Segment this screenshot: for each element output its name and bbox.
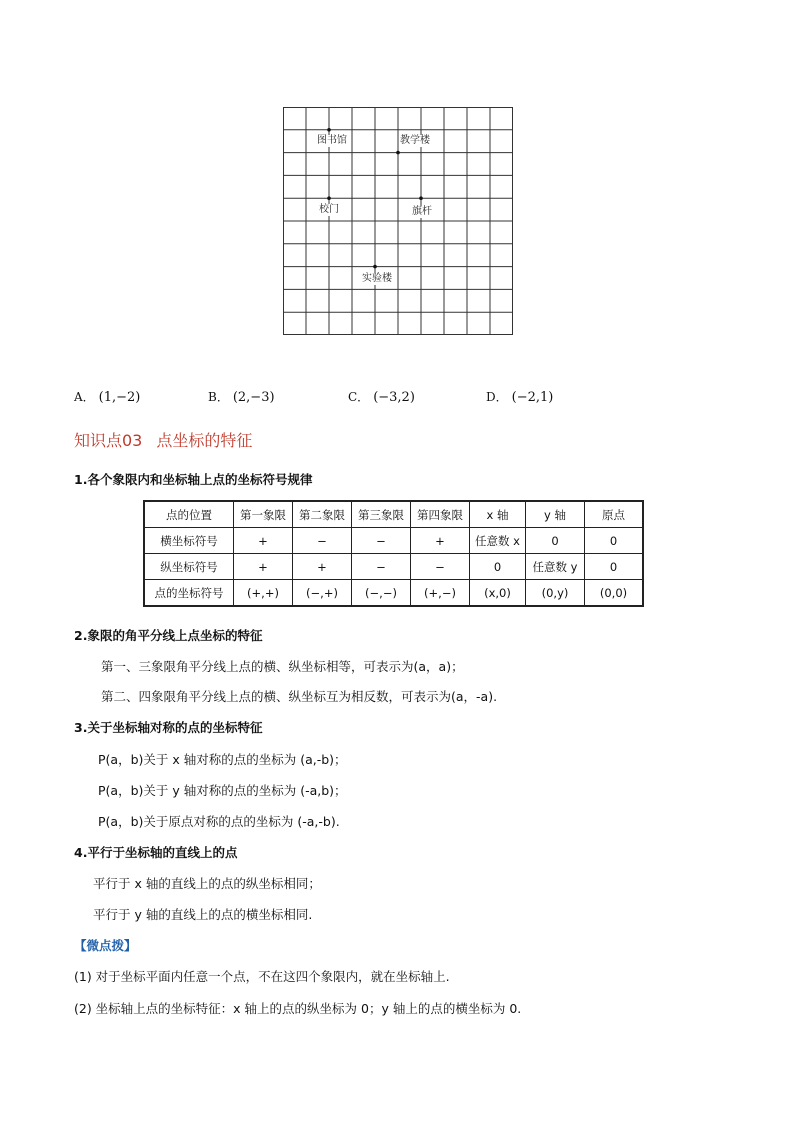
heading-1: 1.各个象限内和坐标轴上点的坐标符号规律 — [74, 472, 313, 487]
option-c — [348, 388, 415, 405]
table-cell: − — [293, 528, 352, 554]
option-value: (−2,1) — [511, 390, 554, 405]
option-value: (−3,2) — [373, 390, 415, 405]
map-label-flagpole: 旗杆 — [412, 206, 432, 217]
table-row — [144, 580, 643, 607]
table-cell: 任意数 y — [526, 554, 585, 580]
paragraph-3a: P(a，b)关于 x 轴对称的点的坐标为 (a,-b)； — [98, 752, 347, 767]
section-heading: 点坐标的特征 — [156, 431, 253, 450]
table-cell: (−,−) — [352, 580, 411, 607]
map-label-school-gate: 校门 — [319, 204, 339, 215]
campus-grid-map — [283, 107, 513, 335]
heading-4: 4.平行于坐标轴的直线上的点 — [74, 845, 238, 860]
table-header-cell: 第四象限 — [411, 501, 470, 528]
option-letter: B． — [208, 390, 229, 404]
table-cell: (x,0) — [470, 580, 526, 607]
table-header-cell: 第二象限 — [293, 501, 352, 528]
table-header-cell: x 轴 — [470, 501, 526, 528]
map-label-library: 图书馆 — [317, 135, 347, 146]
teaching-building-dot — [396, 151, 400, 155]
option-letter: D． — [486, 390, 508, 404]
library-dot — [327, 128, 331, 132]
table-cell: (+,+) — [234, 580, 293, 607]
table-cell: + — [293, 554, 352, 580]
tip-item-2: (2) 坐标轴上点的坐标特征：x 轴上的点的纵坐标为 0；y 轴上的点的横坐标为 0. — [74, 1001, 522, 1016]
paragraph-3b: P(a，b)关于 y 轴对称的点的坐标为 (-a,b)； — [98, 783, 347, 798]
answer-options — [74, 388, 714, 410]
tip-title: 【微点拨】 — [74, 938, 137, 953]
option-letter: C． — [348, 390, 370, 404]
table-cell: 0 — [470, 554, 526, 580]
option-a — [74, 388, 140, 405]
table-cell: 0 — [526, 528, 585, 554]
lab-building-dot — [373, 265, 377, 269]
map-label-lab-building: 实验楼 — [362, 273, 392, 284]
table-cell: + — [411, 528, 470, 554]
map-label-teaching-building: 教学楼 — [400, 135, 430, 146]
table-cell: 0 — [585, 554, 644, 580]
table-cell: (0,y) — [526, 580, 585, 607]
table-cell: 任意数 x — [470, 528, 526, 554]
table-cell: 纵坐标符号 — [144, 554, 234, 580]
heading-2: 2.象限的角平分线上点坐标的特征 — [74, 628, 263, 643]
paragraph-4b: 平行于 y 轴的直线上的点的横坐标相同. — [93, 907, 313, 922]
heading-3: 3.关于坐标轴对称的点的坐标特征 — [74, 720, 263, 735]
table-cell: − — [352, 554, 411, 580]
school-gate-dot — [327, 196, 331, 200]
table-cell: − — [411, 554, 470, 580]
paragraph-2a: 第一、三象限角平分线上点的横、纵坐标相等，可表示为(a，a)； — [101, 659, 464, 674]
table-cell: − — [352, 528, 411, 554]
flagpole-dot — [419, 196, 423, 200]
tip-item-1: (1) 对于坐标平面内任意一个点，不在这四个象限内，就在坐标轴上. — [74, 969, 450, 984]
table-cell: (+,−) — [411, 580, 470, 607]
option-d — [486, 388, 553, 405]
table-header-cell: 第一象限 — [234, 501, 293, 528]
paragraph-2b: 第二、四象限角平分线上点的横、纵坐标互为相反数，可表示为(a，-a). — [101, 689, 498, 704]
table-cell: 横坐标符号 — [144, 528, 234, 554]
table-cell: (−,+) — [293, 580, 352, 607]
section-number: 知识点03 — [74, 431, 143, 450]
table-cell: 0 — [585, 528, 644, 554]
sign-rules-table — [143, 500, 644, 607]
table-cell: (0,0) — [585, 580, 644, 607]
table-row — [144, 528, 643, 554]
table-header-row — [144, 501, 643, 528]
paragraph-4a: 平行于 x 轴的直线上的点的纵坐标相同； — [93, 876, 321, 891]
table-row — [144, 554, 643, 580]
section-title — [74, 428, 252, 451]
table-header-cell: 点的位置 — [144, 501, 234, 528]
option-value: (1,−2) — [98, 390, 141, 405]
paragraph-3c: P(a，b)关于原点对称的点的坐标为 (-a,-b). — [98, 814, 340, 829]
table-cell: + — [234, 528, 293, 554]
option-value: (2,−3) — [232, 390, 275, 405]
table-cell: + — [234, 554, 293, 580]
option-letter: A． — [74, 390, 95, 404]
table-header-cell: 原点 — [585, 501, 644, 528]
option-b — [208, 388, 275, 405]
table-header-cell: 第三象限 — [352, 501, 411, 528]
table-cell: 点的坐标符号 — [144, 580, 234, 607]
table-header-cell: y 轴 — [526, 501, 585, 528]
